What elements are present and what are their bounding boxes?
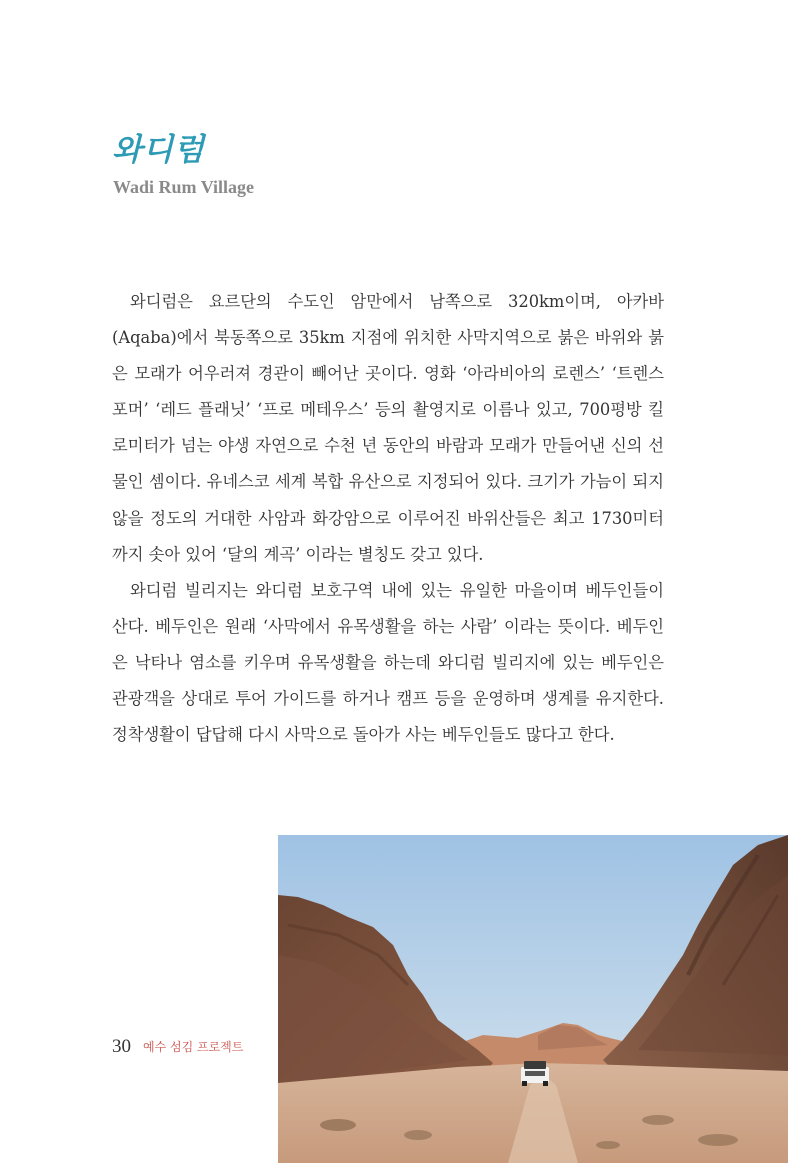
- paragraph-1: 와디럼은 요르단의 수도인 암만에서 남쪽으로 320km이며, 아카바(Aqaba)에서 북동쪽으로 35km 지점에 위치한 사막지역으로 붉은 바위와 붉은 모래가 어우러져 경관이 빼어난 곳이다. 영화 ‘아라비아의 로렌스’ ‘트렌스포머’ ‘레드 플래닛’ ‘프로 메테우스’ 등의 촬영지로 이름나 있고, 700평방 킬로미터가 넘는 야생 자연으로 수천 년 동안의 바람과 모래가 만들어낸 신의 선물인 셈이다. 유네스코 세계 복합 유산으로 지정되어 있다. 크기가 가늠이 되지 않을 정도의 거대한 사암과 화강암으로 이루어진 바위산들은 최고 1730미터까지 솟아 있어 ‘달의 계곡’ 이라는 별칭도 갖고 있다.: [112, 292, 664, 564]
- section-title: 와디럼: [112, 132, 205, 168]
- section-subtitle: Wadi Rum Village: [113, 177, 255, 197]
- running-book-title: 예수 섬김 프로젝트: [143, 1040, 244, 1054]
- body-text: [112, 284, 664, 753]
- desert-canyon-photo: [278, 835, 788, 1163]
- paragraph-2: 와디럼 빌리지는 와디럼 보호구역 내에 있는 유일한 마을이며 베두인들이 산다. 베두인은 원래 ‘사막에서 유목생활을 하는 사람’ 이라는 뜻이다. 베두인은 낙타나 염소를 키우며 유목생활을 하는데 와디럼 빌리지에 있는 베두인은 관광객을 상대로 투어 가이드를 하거나 캠프 등을 운영하며 생계를 유지한다. 정착생활이 답답해 다시 사막으로 돌아가 사는 베두인들도 많다고 한다.: [112, 580, 664, 745]
- page-number: 30: [112, 1036, 131, 1057]
